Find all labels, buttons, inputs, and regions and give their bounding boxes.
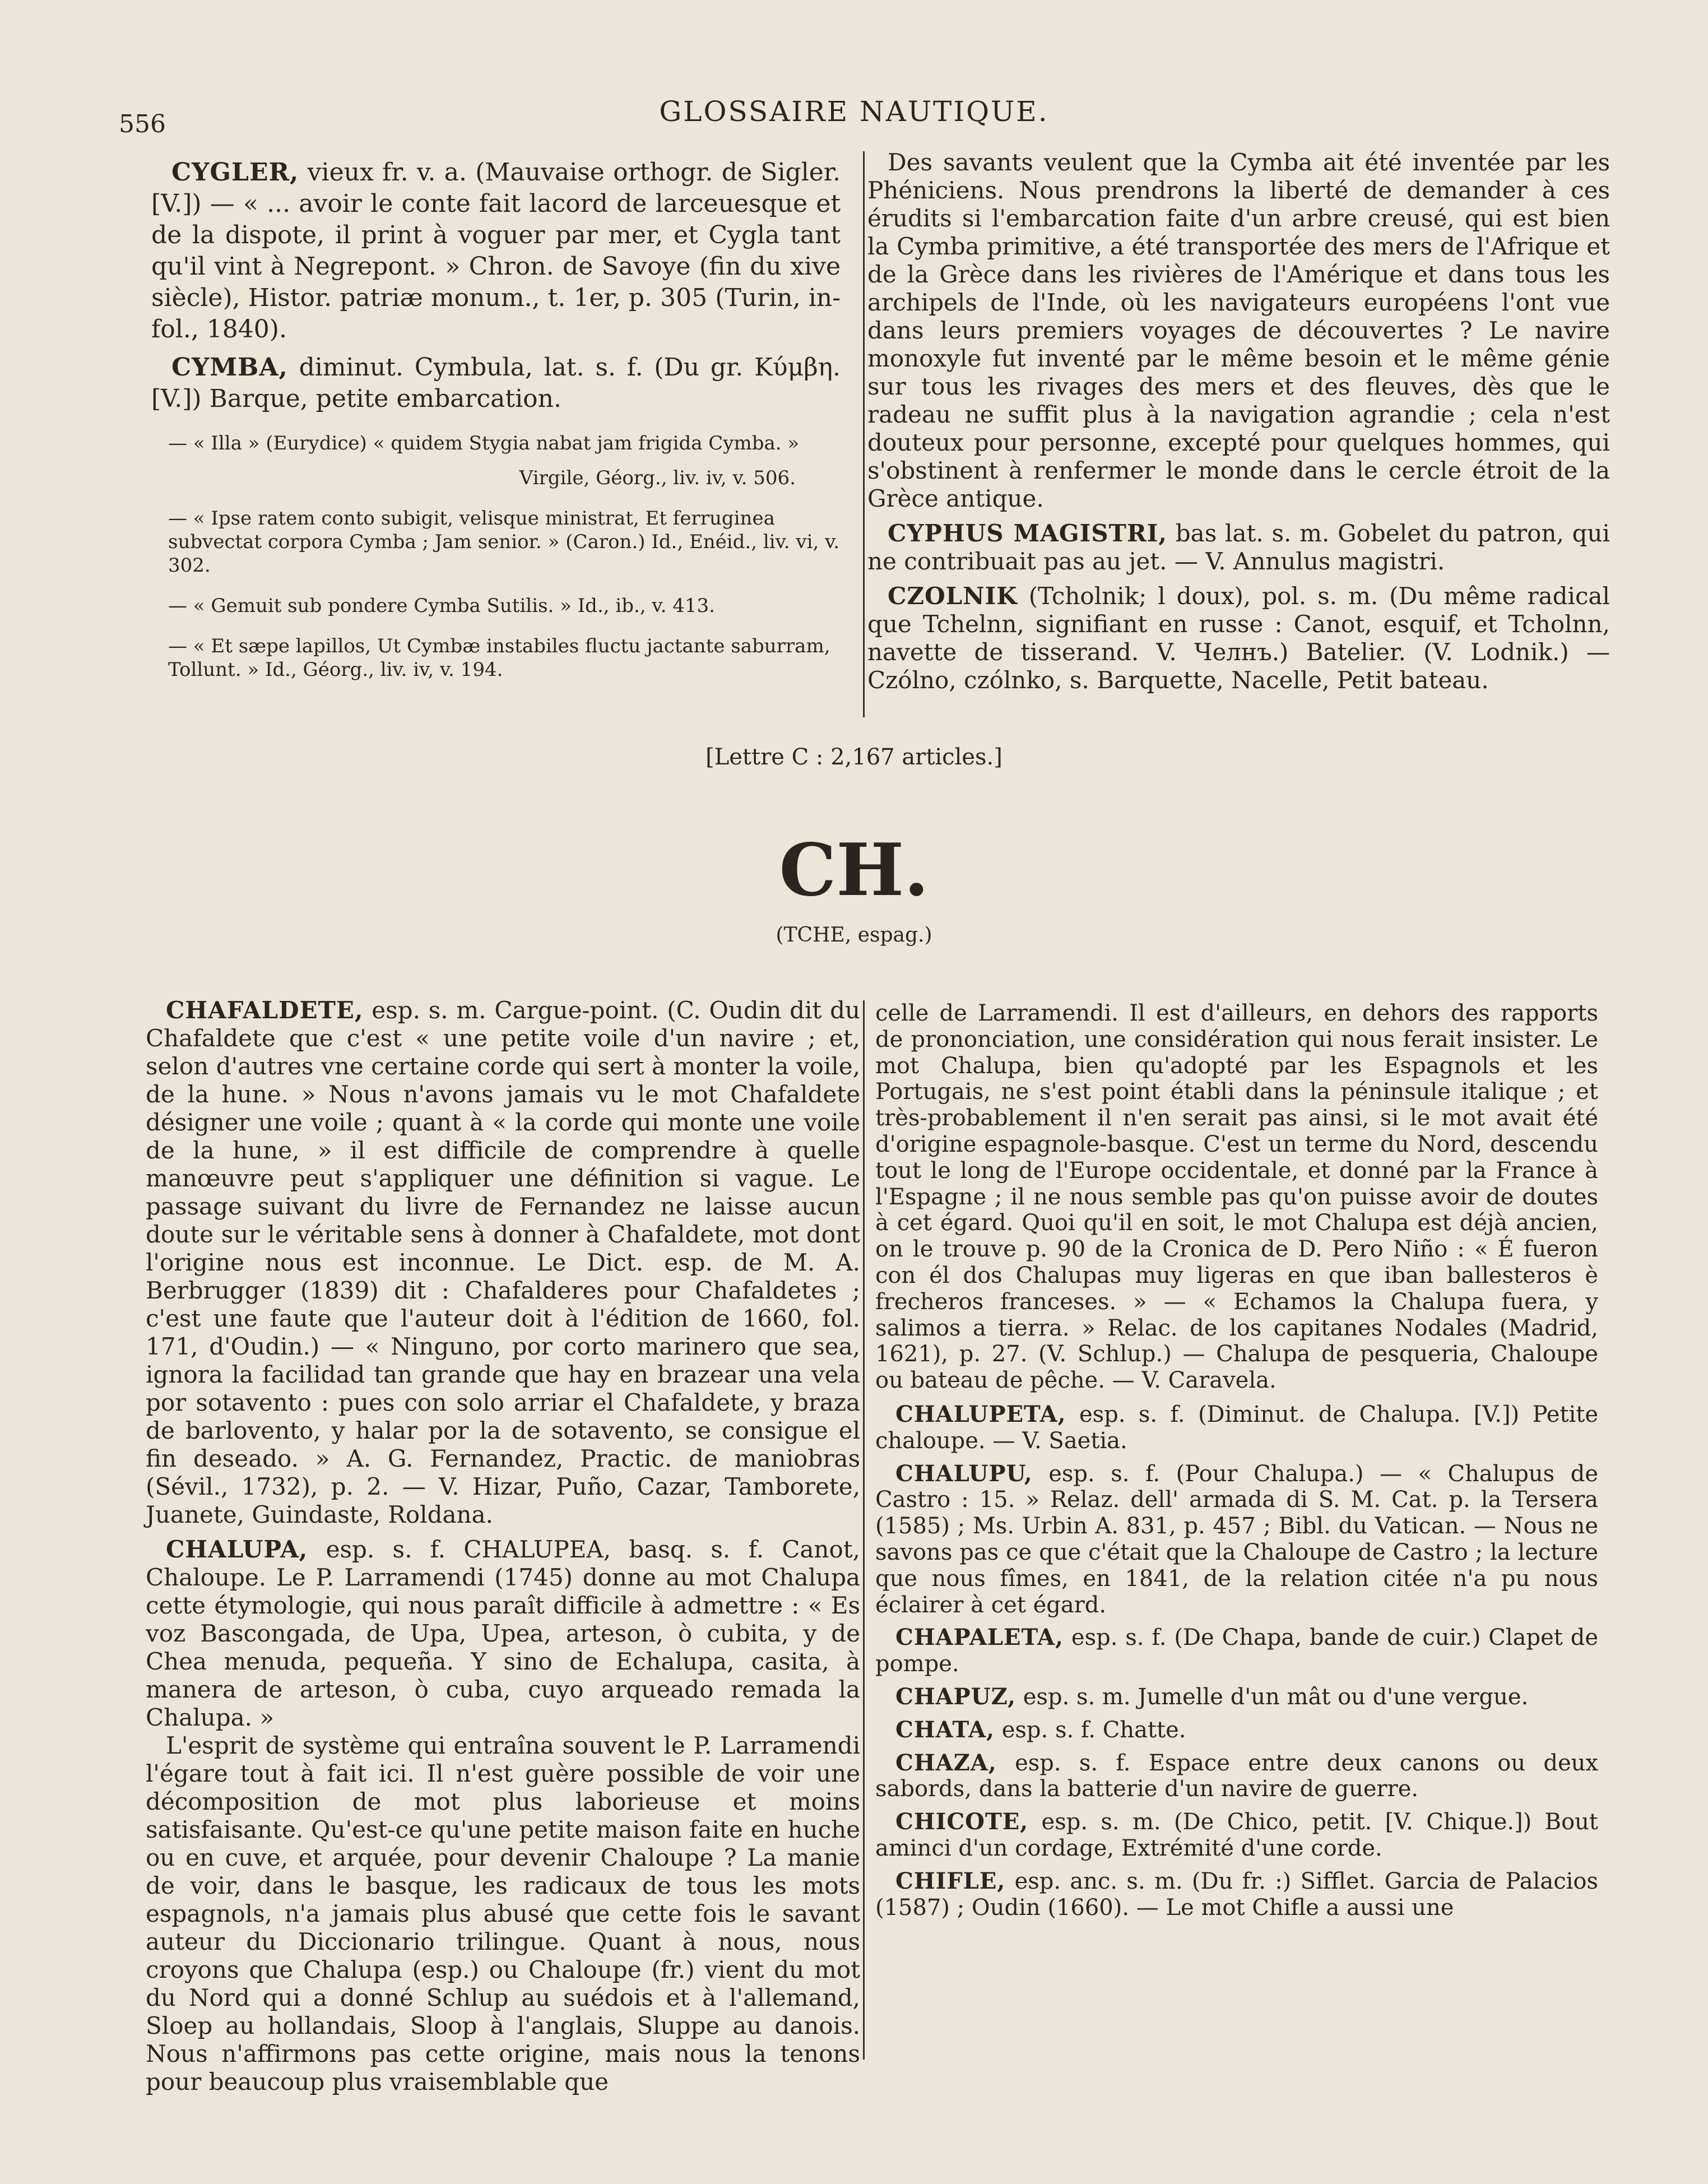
quotation: — « Et sæpe lapillos, Ut Cymbæ instabiles fluctu jactante saburram, Tollunt. » Id., Géorg., liv. iv, v. 194. bbox=[168, 635, 830, 681]
headword: CHALUPETA, bbox=[895, 1401, 1066, 1427]
entry-text: esp. s. f. Chatte. bbox=[1001, 1717, 1186, 1743]
letter-count: [Lettre C : 2,167 articles.] bbox=[706, 744, 1002, 770]
headword: CYGLER, bbox=[171, 158, 299, 187]
entry-chalupeta bbox=[875, 1402, 1598, 1454]
entry-text: esp. s. f. CHALUPEA, basq. s. f. Canot, Chaloupe. Le P. Larramendi (1745) donne au mot Chalupa cette étymologie, qui nous paraît difficile à admettre : « Es voz Bascongada, de Upa, Upea, arteson, ò cubita, y de Chea menuda, pequeña. Y sino de Echalupa, casita, à manera de arteson, ò cuba, cuyo arqueado remada la Chalupa. » bbox=[146, 1536, 860, 1731]
running-title: GLOSSAIRE NAUTIQUE. bbox=[659, 95, 1049, 128]
headword: CYPHUS MAGISTRI, bbox=[888, 520, 1168, 547]
quotation: — « Ipse ratem conto subigit, velisque ministrat, Et ferruginea subvectat corpora Cymba ; Jam senior. » (Caron.) Id., Enéid., liv. vi, v. 302. bbox=[168, 507, 840, 577]
headword: CHAPUZ, bbox=[895, 1683, 1017, 1710]
bottom-right-column bbox=[875, 1000, 1598, 1927]
entry-text: diminut. Cymbula, lat. s. f. (Du gr. Κύμβη. [V.]) Barque, petite embarcation. bbox=[151, 353, 841, 413]
chalupa-continuation-end: celle de Larramendi. Il est d'ailleurs, en dehors des rapports de prononciation, une considération qui nous ferait insister. Le mot Chalupa, bien qu'adopté par les Espagnols et les Portugais, ne s'est point établi dans la péninsule italique ; et très-probablement il n'en serait pas ainsi, si le mot avait été d'origine espagnole-basque. C'est un terme du Nord, descendu tout le long de l'Europe occidentale, et donné par la France à l'Espagne ; il ne nous semble pas qu'on puisse avoir de doutes à cet égard. Quoi qu'il en soit, le mot Chalupa est déjà ancien, on le trouve p. 90 de la Cronica de D. Pero Niño : « É fueron con él dos Chalupas muy ligeras en que iban ballesteros è frecheros franceses. » — « Echamos la Chalupa fuera, y salimos a tierra. » Relac. de los capitanes Nodales (Madrid, 1621), p. 27. (V. Schlup.) — Chalupa de pesqueria, Chaloupe ou bateau de pêche. — V. Caravela. bbox=[875, 1000, 1598, 1394]
section-heading: CH. bbox=[779, 828, 929, 912]
headword: CHAZA, bbox=[895, 1749, 997, 1776]
headword: CHALUPU, bbox=[895, 1460, 1033, 1487]
headword: CHALUPA, bbox=[166, 1536, 308, 1563]
quotation-attribution: Virgile, Géorg., liv. iv, v. 506. bbox=[519, 467, 796, 489]
section-subtitle: (TCHE, espag.) bbox=[776, 924, 932, 947]
entry-chafaldete bbox=[146, 996, 860, 1529]
entry-cygler bbox=[151, 157, 841, 345]
entry-chaza bbox=[875, 1750, 1598, 1803]
entry-cymba bbox=[151, 352, 841, 415]
headword: CHIFLE, bbox=[895, 1867, 1006, 1894]
entry-text: esp. s. m. (De Chico, petit. [V. Chique.]) Bout aminci d'un cordage, Extrémité d'une corde. bbox=[875, 1809, 1598, 1861]
entry-text: esp. s. f. (Diminut. de Chalupa. [V.]) Petite chaloupe. — V. Saetia. bbox=[875, 1401, 1598, 1454]
top-left-column bbox=[151, 157, 841, 693]
quotation: — « Gemuit sub pondere Cymba Sutilis. » Id., ib., v. 413. bbox=[168, 595, 715, 617]
entry-text: esp. s. f. (De Chapa, bande de cuir.) Clapet de pompe. bbox=[875, 1625, 1598, 1677]
entry-czolnik bbox=[867, 582, 1610, 694]
entry-text: bas lat. s. m. Gobelet du patron, qui ne contribuait pas au jet. — V. Annulus magistri. bbox=[867, 520, 1610, 575]
entry-chata bbox=[875, 1717, 1598, 1744]
entry-cyphus bbox=[867, 520, 1610, 576]
entry-chapaleta bbox=[875, 1625, 1598, 1677]
entry-chapuz bbox=[875, 1684, 1598, 1710]
page-number: 556 bbox=[119, 110, 166, 138]
entry-text: esp. s. m. Cargue-point. (C. Oudin dit du Chafaldete que c'est « une petite voile d'un navire ; et, selon d'autres vne certaine corde qui sert à monter la voile, de la hune. » Nous n'avons jamais vu le mot Chafaldete désigner une voile ; quant à « la corde qui monte une voile de la hune, » il est difficile de comprendre à quelle manœuvre peut s'appliquer une définition si vague. Le passage suivant du livre de Fernandez ne laisse aucun doute sur le véritable sens à donner à Chafaldete, mot dont l'origine nous est inconnue. Le Dict. esp. de M. A. Berbrugger (1839) dit : Chafalderes pour Chafaldetes ; c'est une faute que l'auteur doit à l'édition de 1660, fol. 171, d'Oudin.) — « Ninguno, por corto marinero que sea, ignora la facilidad tan grande que hay en brazear una vela por sotavento : pues con solo arriar el Chafaldete, y braza de barlovento, y halar por la de sotavento, se consigue el fin deseado. » A. G. Fernandez, Practic. de maniobras (Sévil., 1732), p. 2. — V. Hizar, Puño, Cazar, Tamborete, Juanete, Guindaste, Roldana. bbox=[146, 996, 861, 1528]
entry-text: esp. s. f. Espace entre deux canons ou deux sabords, dans la batterie d'un navire de guerre. bbox=[875, 1750, 1598, 1802]
chalupa-continuation: L'esprit de système qui entraîna souvent le P. Larramendi l'égare tout à fait ici. Il n'est guère possible de voir une décomposition de mot plus laborieuse et moins satisfaisante. Qu'est-ce qu'une petite maison faite en huche ou en cuve, et arquée, pour devenir Chaloupe ? La manie de voir, dans le basque, les radicaux de tous les mots espagnols, n'a jamais plus abusé que cette fois le savant auteur du Diccionario trilingue. Quant à nous, nous croyons que Chalupa (esp.) ou Chaloupe (fr.) vient du mot du Nord qui a donné Schlup au suédois et à l'allemand, Sloep au hollandais, Sloop à l'anglais, Sluppe au danois. Nous n'affirmons pas cette origine, mais nous la tenons pour beaucoup plus vraisemblable que bbox=[146, 1732, 860, 2095]
cymba-discussion: Des savants veulent que la Cymba ait été inventée par les Phéniciens. Nous prendrons la liberté de demander à ces érudits si l'embarcation faite d'un arbre creusé, qui est bien la Cymba primitive, a été transportée des mers de l'Afrique et de la Grèce dans les rivières de l'Amérique et dans tous les archipels de l'Inde, où les navigateurs européens l'ont vue dans leurs premiers voyages de découvertes ? Le navire monoxyle fut inventé par le même besoin et le même génie sur tous les rivages des mers et des fleuves, dès que le radeau ne suffit plus à la navigation agrandie ; cela n'est douteux pour personne, excepté pour quelques hommes, qui s'obstinent à renfermer le monde dans le cercle étroit de la Grèce antique. bbox=[867, 149, 1610, 512]
column-rule-bottom bbox=[863, 1000, 865, 2060]
quotation: — « Illa » (Eurydice) « quidem Stygia nabat jam frigida Cymba. » bbox=[168, 432, 800, 455]
entry-chalupa bbox=[146, 1536, 860, 1732]
headword: CHAPALETA, bbox=[895, 1624, 1064, 1651]
headword: CHAFALDETE, bbox=[166, 996, 364, 1024]
column-rule-top bbox=[863, 151, 865, 717]
entry-text: esp. s. f. (Pour Chalupa.) — « Chalupus de Castro : 15. » Relaz. dell' armada di S. M. Cat. p. la Tersera (1585) ; Ms. Urbin A. 831, p. 457 ; Bibl. du Vatican. — Nous ne savons pas ce que c'était que la Chaloupe de Castro ; la lecture que nous fîmes, en 1841, de la relation citée n'a pu nous éclairer à cet égard. bbox=[875, 1460, 1598, 1618]
headword: CYMBA, bbox=[171, 353, 288, 382]
entry-chalupu bbox=[875, 1461, 1598, 1619]
entry-text: vieux fr. v. a. (Mauvaise orthogr. de Sigler. [V.]) — « ... avoir le conte fait lacord de larceuesque et de la dispote, il print à voguer par mer, et Cygla tant qu'il vint à Negrepont. » Chron. de Savoye (fin du xive siècle), Histor. patriæ monum., t. 1er, p. 305 (Turin, in-fol., 1840). bbox=[151, 158, 841, 344]
entry-chicote bbox=[875, 1809, 1598, 1862]
top-right-column bbox=[867, 149, 1610, 701]
headword: CHATA, bbox=[895, 1716, 995, 1743]
headword: CZOLNIK bbox=[888, 582, 1018, 610]
entry-text: esp. s. m. Jumelle d'un mât ou d'une vergue. bbox=[1023, 1684, 1529, 1710]
bottom-left-column bbox=[146, 996, 860, 2103]
entry-text: (Tcholnik; l doux), pol. s. m. (Du même radical que Tchelnn, signifiant en russe : Canot, esquif, et Tcholnn, navette de tisserand. V. Челнъ.) Batelier. (V. Lodnik.) — Czólno, czólnko, s. Barquette, Nacelle, Petit bateau. bbox=[867, 582, 1610, 694]
entry-text: esp. anc. s. m. (Du fr. :) Sifflet. Garcia de Palacios (1587) ; Oudin (1660). — Le mot Chifle a aussi une bbox=[875, 1868, 1598, 1921]
entry-chifle bbox=[875, 1868, 1598, 1921]
headword: CHICOTE, bbox=[895, 1809, 1029, 1835]
